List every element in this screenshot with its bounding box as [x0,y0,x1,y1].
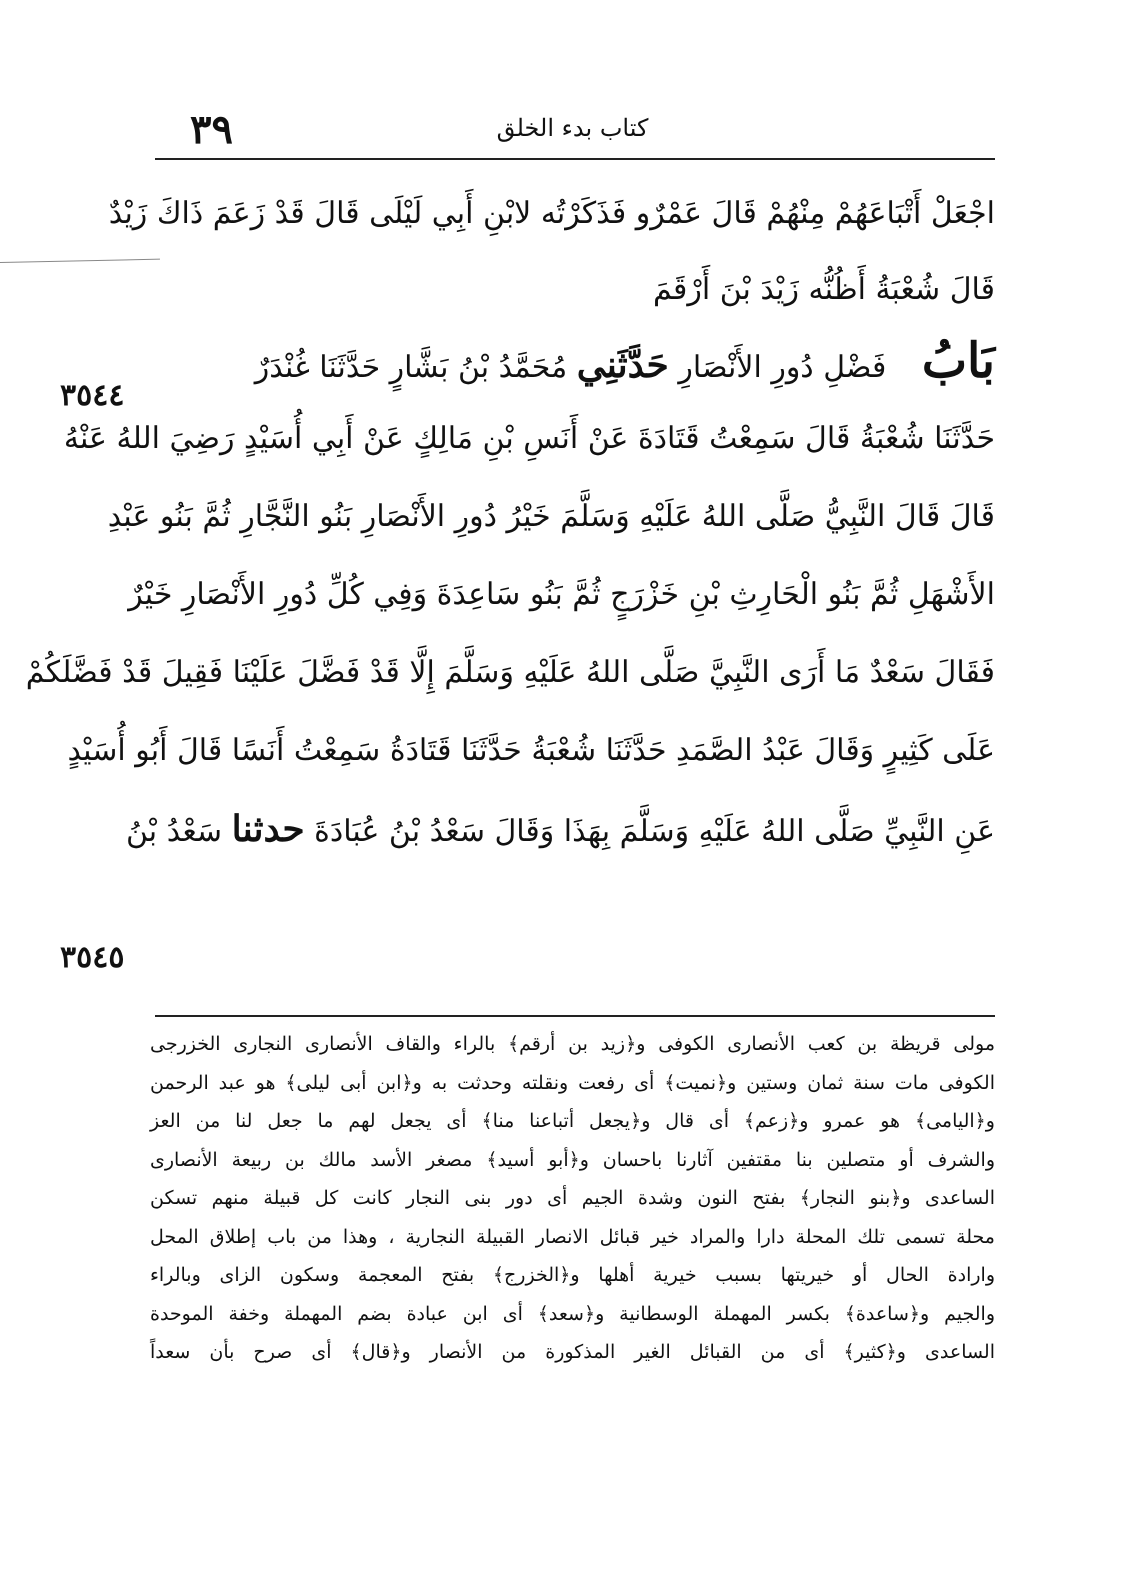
chapter-title: فَضْلِ دُورِ الأَنْصَارِ [678,350,887,385]
hadith-number: ٣٥٤٥ [60,940,125,975]
narration-marker: حدثنا [231,808,305,850]
text-line: قَالَ قَالَ النَّبِيُّ صَلَّى اللهُ عَلَيْهِ وَسَلَّمَ خَيْرُ دُورِ الأَنْصَارِ بَنُو النَّجَّارِ ثُمَّ بَنُو عَبْدِ [107,499,995,534]
text-line: قَالَ شُعْبَةُ أَظُنُّه زَيْدَ بْنَ أَرْقَمَ [653,272,995,307]
page-header [150,100,995,160]
footnotes [150,1025,995,1372]
running-title: كتاب بدء الخلق [496,114,649,142]
scan-mark [0,259,160,263]
footnote-line: وارادة الحال أو خيريتها بسبب خيرية أهلها و﴿الخزرج﴾ بفتح المعجمة وسكون الزاى وبالراء [150,1264,995,1286]
text-line: عَلَى كَثِيرٍ وَقَالَ عَبْدُ الصَّمَدِ حَدَّثَنَا شُعْبَةُ حَدَّثَنَا قَتَادَةُ سَمِعْتُ أَنَسًا قَالَ أَبُو أُسَيْدٍ [67,733,995,768]
page-number: ٣٩ [190,106,233,153]
chapter-heading: بَابُ [921,333,995,389]
footnote-line: و﴿اليامى﴾ هو عمرو و﴿زعم﴾ أى قال و﴿يجعل أتباعنا منا﴾ أى يجعل لهم ما جعل لنا من العز [150,1110,995,1132]
footnote-line: الساعدى و﴿كثير﴾ أى من القبائل الغير المذكورة من الأنصار و﴿قال﴾ أى صرح بأن سعداً [150,1341,995,1363]
chapter-line [150,322,995,400]
text-line [125,790,995,868]
footnote-line: والجيم و﴿ساعدة﴾ بكسر المهملة الوسطانية و﴿سعد﴾ أى ابن عبادة بضم المهملة وخفة الموحدة [150,1302,995,1325]
text-line: اجْعَلْ أَتْبَاعَهُمْ مِنْهُمْ قَالَ عَمْرٌو فَذَكَرْتُه لابْنِ أَبِي لَيْلَى قَالَ قَدْ زَعَمَ ذَاكَ زَيْدٌ [108,196,995,231]
hadith-number: ٣٥٤٤ [60,378,125,413]
footnote-line: مولى قريظة بن كعب الأنصارى الكوفى و﴿زيد بن أرقم﴾ بالراء والقاف الأنصارى النجارى الخزرجى [150,1033,995,1055]
footnote-line: الساعدى و﴿بنو النجار﴾ بفتح النون وشدة الجيم أى دور بنى النجار كانت كل قبيلة منهم تسكن [150,1187,995,1209]
footnote-line: والشرف أو متصلين بنا مقتفين آثارنا باحسان و﴿أبو أسيد﴾ مصغر الأسد مالك بن ربيعة الأنصارى [150,1148,995,1171]
text-segment: سَعْدُ بْنُ [125,814,223,849]
footnote-rule [155,1015,995,1017]
footnote-line: الكوفى مات سنة ثمان وستين و﴿نميت﴾ أى رفعت ونقلته وحدثت به و﴿ابن أبى ليلى﴾ هو عبد الرحمن [150,1071,995,1094]
text-line: حَدَّثَنَا شُعْبَةُ قَالَ سَمِعْتُ قَتَادَةَ عَنْ أَنَسِ بْنِ مَالِكٍ عَنْ أَبِي أُسَيْدٍ رَضِيَ اللهُ عَنْهُ [63,421,995,456]
narrator-chain: مُحَمَّدُ بْنُ بَشَّارٍ حَدَّثَنَا غُنْدَرٌ [254,350,568,385]
header-rule [155,158,995,160]
text-segment: عَنِ النَّبِيِّ صَلَّى اللهُ عَلَيْهِ وَسَلَّمَ بِهَذَا وَقَالَ سَعْدُ بْنُ عُبَادَةَ [314,814,995,849]
footnote-line: محلة تسمى تلك المحلة دارا والمراد خير قبائل الانصار القبيلة النجارية ، وهذا من باب إطلاق المحل [150,1225,995,1248]
narration-marker: حَدَّثَنِي [576,344,669,386]
text-line: الأَشْهَلِ ثُمَّ بَنُو الْحَارِثِ بْنِ خَزْرَجٍ ثُمَّ بَنُو سَاعِدَةَ وَفِي كُلِّ دُورِ الأَنْصَارِ خَيْرٌ [128,577,995,612]
text-line: فَقَالَ سَعْدٌ مَا أَرَى النَّبِيَّ صَلَّى اللهُ عَلَيْهِ وَسَلَّمَ إِلَّا قَدْ فَضَّلَ عَلَيْنَا فَقِيلَ قَدْ فَضَّلَكُمْ [25,655,995,690]
